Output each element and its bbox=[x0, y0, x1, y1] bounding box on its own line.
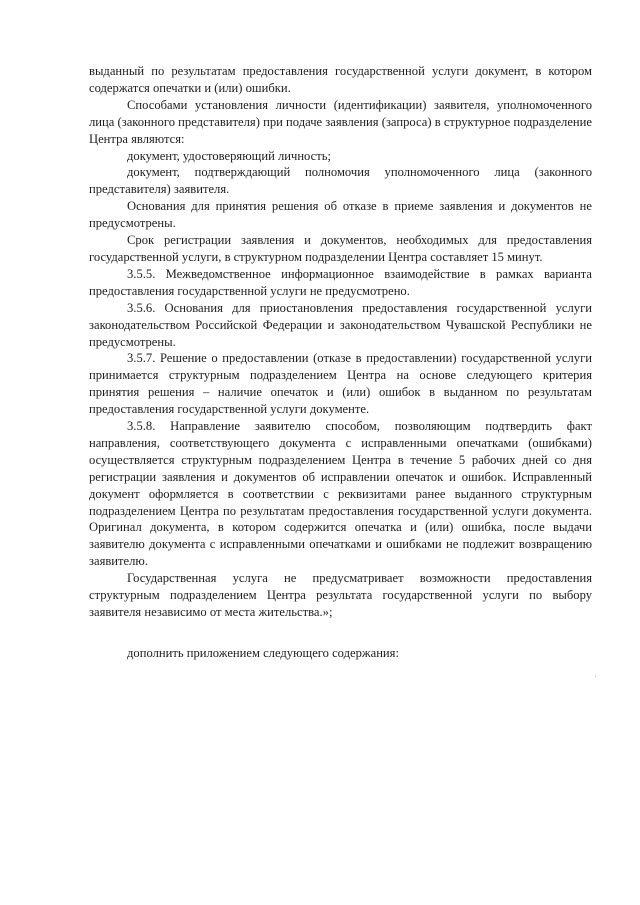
document-body bbox=[89, 63, 592, 662]
paragraph-continuation: выданный по результатам предоставления государственной услуги документ, в котором содержатся опечатки и (или) ошибки. bbox=[89, 64, 592, 95]
paragraph-identity-document: документ, удостоверяющий личность; bbox=[127, 148, 332, 163]
paragraph-refusal-grounds: Основания для принятия решения об отказе в приеме заявления и документов не предусмотрены. bbox=[89, 199, 592, 231]
paragraph-3-5-5: 3.5.5. Межведомственное информационное взаимодействие в рамках варианта предоставления государственной услуги не предусмотрено. bbox=[89, 266, 592, 298]
paragraph-3-5-6: 3.5.6. Основания для приостановления предоставления государственной услуги законодательством Российской Федерации и законодательством Чувашской Республики не предусмотрены. bbox=[89, 300, 592, 349]
paragraph-authority-document: документ, подтверждающий полномочия уполномоченного лица (законного представителя) заявителя. bbox=[89, 165, 592, 197]
paragraph-3-5-7: 3.5.7. Решение о предоставлении (отказе в предоставлении) государственной услуги принимается структурным подразделением Центра на основе следующего критерия принятия решения – наличие опечаток и (или) ошибок в выданном по результатам предоставления государственной услуги документе. bbox=[89, 351, 592, 417]
scan-speck bbox=[595, 676, 596, 677]
paragraph-extraterritorial: Государственная услуга не предусматривает возможности предоставления структурным подразделением Центра результата государственной услуги по выбору заявителя независимо от места жительства.»; bbox=[89, 571, 592, 619]
paragraph-3-5-8: 3.5.8. Направление заявителю способом, позволяющим подтвердить факт направления, соответствующего документа с исправленными опечатками (ошибками) осуществляется структурным подразделением Центра в течение 5 рабочих дней со дня регистрации заявления и документов об исправлении опечаток и ошибок. Исправленный документ оформляется в соответствии с реквизитами ранее выданного структурным подразделением Центра по результатам предоставления государственной услуги документа. Оригинал документа, в котором содержится опечатка и (или) ошибка, после выдачи заявителю документа с исправленными опечатками и ошибками не подлежит возвращению заявителю. bbox=[89, 419, 592, 569]
paragraph-appendix-intro: дополнить приложением следующего содержания: bbox=[127, 645, 399, 660]
paragraph-identification-methods: Способами установления личности (идентификации) заявителя, уполномоченного лица (законного представителя) при подаче заявления (запроса) в структурное подразделение Центра являются: bbox=[89, 97, 592, 146]
paragraph-registration-term: Срок регистрации заявления и документов, необходимых для предоставления государственной услуги, в структурном подразделении Центра составляет 15 минут. bbox=[89, 233, 592, 264]
